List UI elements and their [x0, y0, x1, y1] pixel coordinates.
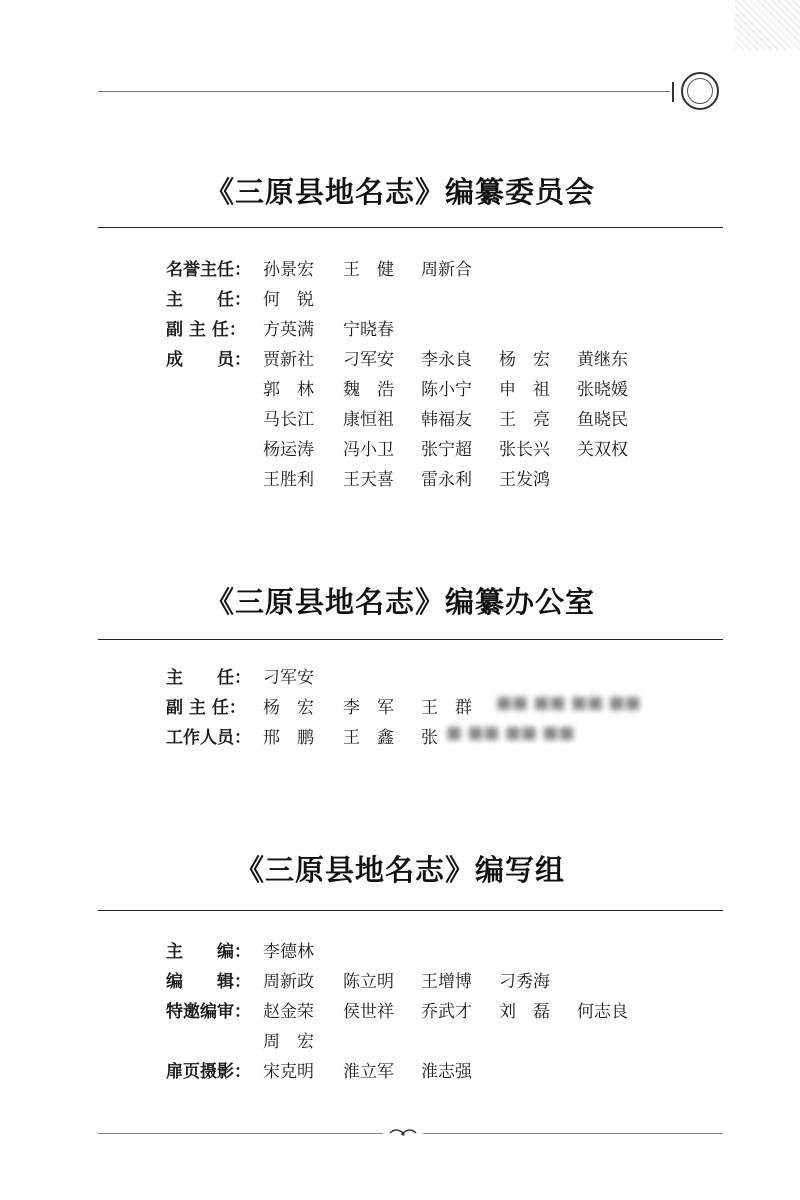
person-name: 李永良: [421, 350, 472, 370]
person-name: 黄继东: [577, 350, 628, 370]
person-name: 宋克明: [263, 1062, 314, 1082]
person-name: 王 健: [343, 260, 394, 280]
person-name: 马长江: [263, 410, 314, 430]
person-name: 张晓媛: [577, 380, 628, 400]
person-name: 乔武才: [421, 1002, 472, 1022]
role-label: 工作人员：: [166, 728, 251, 748]
person-name: 何志良: [577, 1002, 628, 1022]
corner-decoration: [735, 0, 800, 50]
person-name: 康恒祖: [343, 410, 394, 430]
role-label: 主 任：: [166, 290, 251, 310]
role-label: 成 员：: [166, 350, 251, 370]
person-name: 王胜利: [263, 470, 314, 490]
person-name: 张宁超: [421, 440, 472, 460]
role-label: 副 主 任：: [166, 320, 246, 340]
person-name: 李 军: [343, 698, 394, 718]
section-rule: [98, 639, 723, 640]
header-rule: [98, 91, 670, 92]
role-label: 特邀编审：: [166, 1002, 251, 1022]
person-name: 陈立明: [343, 972, 394, 992]
person-name: 李德林: [263, 942, 314, 962]
person-name: 冯小卫: [343, 440, 394, 460]
person-name: 刁军安: [343, 350, 394, 370]
person-name: 赵金荣: [263, 1002, 314, 1022]
person-name: 杨运涛: [263, 440, 314, 460]
person-name: 周新合: [421, 260, 472, 280]
person-name: 张长兴: [499, 440, 550, 460]
role-label: 副 主 任：: [166, 698, 246, 718]
person-name: 王 鑫: [343, 728, 394, 748]
person-name: 杨 宏: [499, 350, 550, 370]
person-name: 韩福友: [421, 410, 472, 430]
person-name: 杨 宏: [263, 698, 314, 718]
person-name: 方英满: [263, 320, 314, 340]
person-name: 刘 磊: [499, 1002, 550, 1022]
role-label: 名誉主任：: [166, 260, 251, 280]
person-name: 刁军安: [263, 668, 314, 688]
person-name: 侯世祥: [343, 1002, 394, 1022]
person-name: 关双权: [577, 440, 628, 460]
person-name: 邢 鹏: [263, 728, 314, 748]
person-name: 王增博: [421, 972, 472, 992]
person-name: 淮志强: [421, 1062, 472, 1082]
page-marker-tick: [672, 82, 674, 102]
person-name: 魏 浩: [343, 380, 394, 400]
person-name: 王天喜: [343, 470, 394, 490]
section-title-office: 《三原县地名志》编纂办公室: [204, 585, 595, 619]
person-name: 郭 林: [263, 380, 314, 400]
role-label: 扉页摄影：: [166, 1062, 251, 1082]
person-name: 何 锐: [263, 290, 314, 310]
person-name: 雷永利: [421, 470, 472, 490]
person-name: 宁晓春: [343, 320, 394, 340]
section-rule: [98, 910, 723, 911]
obscured-text: ■ ■■ ■■ ■■: [446, 723, 575, 743]
footer-ornament-icon: [388, 1125, 418, 1139]
person-name: 贾新社: [263, 350, 314, 370]
person-name: 鱼晓民: [577, 410, 628, 430]
role-label: 编 辑：: [166, 972, 251, 992]
person-name: 孙景宏: [263, 260, 314, 280]
section-title-committee: 《三原县地名志》编纂委员会: [204, 175, 595, 209]
footer-rule: [423, 1133, 723, 1134]
person-name: 刁秀海: [499, 972, 550, 992]
footer-rule: [98, 1133, 383, 1134]
person-name: 淮立军: [343, 1062, 394, 1082]
section-title-writing-group: 《三原县地名志》编写组: [234, 853, 565, 887]
page-emblem-icon: [681, 72, 719, 110]
person-name: 周新政: [263, 972, 314, 992]
person-name: 王发鸿: [499, 470, 550, 490]
person-name: 张: [421, 728, 438, 748]
obscured-text: ■■ ■■ ■■ ■■: [496, 693, 641, 713]
person-name: 申 祖: [499, 380, 550, 400]
role-label: 主 编：: [166, 942, 251, 962]
section-rule: [98, 227, 723, 228]
person-name: 陈小宁: [421, 380, 472, 400]
person-name: 王 亮: [499, 410, 550, 430]
person-name: 周 宏: [263, 1032, 314, 1052]
role-label: 主 任：: [166, 668, 251, 688]
person-name: 王 群: [421, 698, 472, 718]
